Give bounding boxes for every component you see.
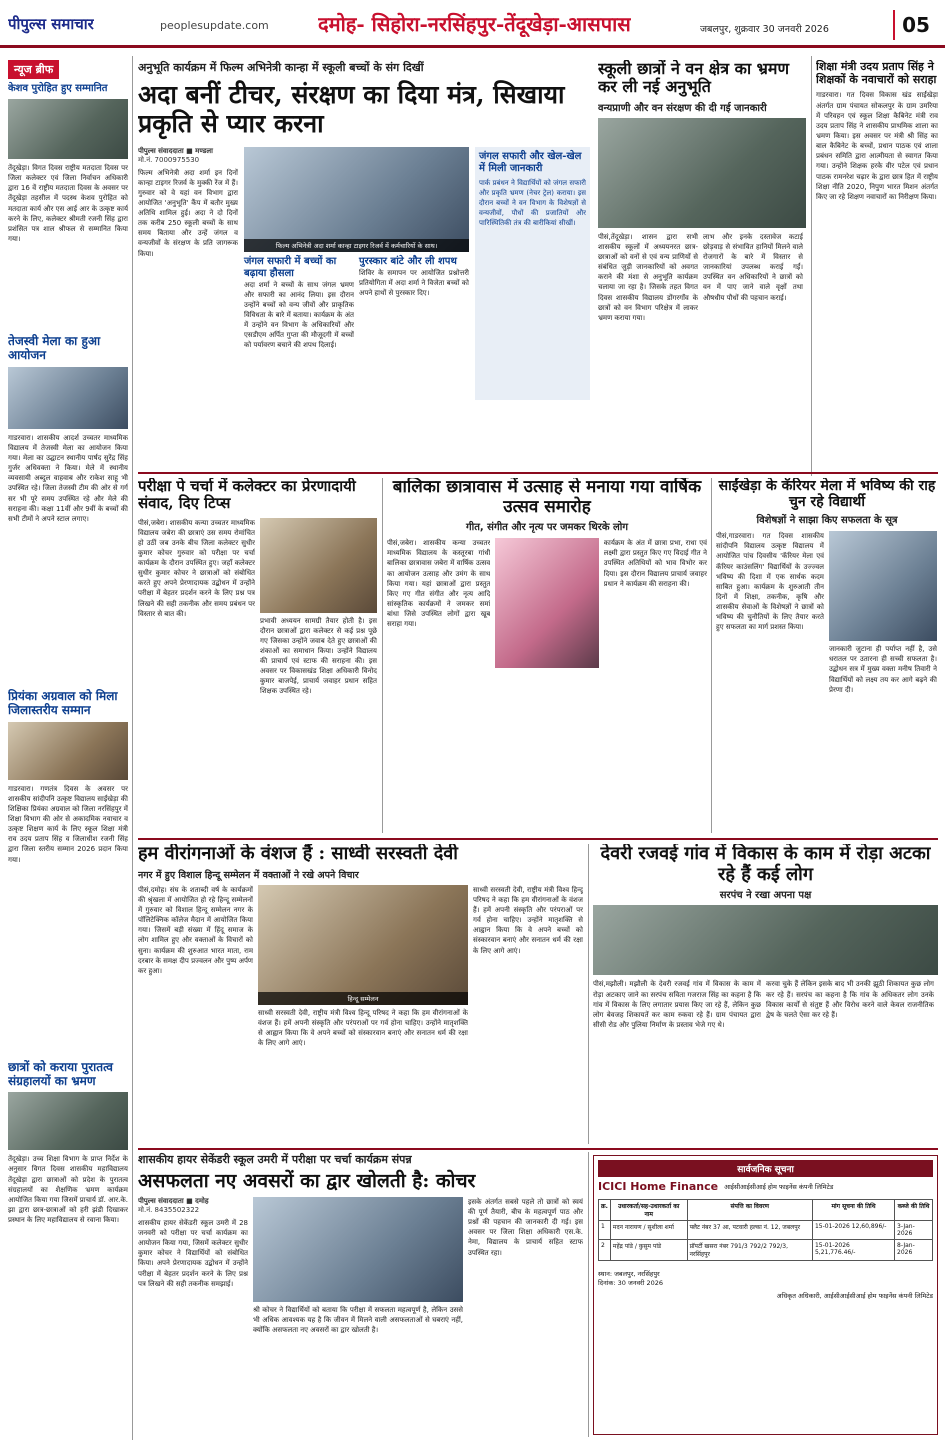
ad-col-header: संपत्ति का विवरण [687, 1200, 812, 1221]
forest-story [598, 60, 806, 470]
umri-photo [253, 1197, 463, 1302]
hostel-photo [495, 538, 598, 668]
ad-cell: 15-01-2026 5,21,776.46/- [812, 1240, 894, 1261]
brief-text-2: गाडरवारा। शासकीय आदर्श उच्चतर माध्यमिक विद्यालय में तेजस्वी मेला का आयोजन किया गया। मेला का उद्घाटन स्थानीय पार्षद सुरेंद्र सिंह गुर्जर अधिवक्ता ने किया। मेले में स्थानीय व्यवसायी अब्दुल वाहवाब और राकेश साहू भी उपस्थित रहे। जिला तेजस्वी टीम की ओर से गर्ग सर भी पूरे समय उपस्थित रहे और मेले की सराहना की। कक्षा 11वीं और 9वीं के बच्चों की सभी टीमों ने अपने स्टाल लगाए। [8, 433, 128, 523]
lead-sidebox-title: जंगल सफारी और खेल-खेल में मिली जानकारी [479, 150, 582, 174]
umri-story [138, 1152, 583, 1437]
hostel-headline: बालिका छात्रावास में उत्साह से मनाया गया वार्षिक उत्सव समारोह [392, 478, 702, 517]
career-story [716, 478, 938, 833]
sammelan-photo [258, 885, 468, 1005]
lead-text-3: शिविर के समापन पर आयोजित प्रश्नोत्तरी प्रतियोगिता में अदा शर्मा ने विजेता बच्चों को अपने हाथों से पुरस्कार दिए। [359, 268, 469, 297]
devri-text-1: पीसं,मझौली। मझौली के देवरी रजवई गांव में विकास के काम में रोड़ा अटकाए जाने का सरपंच सविता गजराज सिंह का कहना है कि गांव में विकास के लिए लगातार प्रयास किए जा रहे हैं, लेकिन कुछ लोग बेवजह शिकायतें कर काम रुकवा रहे हैं। ग्राम पंचायत द्वारा सीसी रोड और पुलिया निर्माण के प्रस्ताव भेजे गए थे। [593, 980, 761, 1029]
career-text-2: जानकारी जुटाना ही पर्याप्त नहीं है, उसे धरातल पर उतारना ही सच्ची सफलता है। उद्बोधन सत्र में मुख्य वक्ता मनीष तिवारी ने विद्यार्थियों को लक्ष्य तय कर आगे बढ़ने की प्रेरणा दी। [829, 645, 937, 694]
lead-phone: मो.नं. 7000975530 [138, 155, 200, 164]
ad-title: सार्वजनिक सूचना [598, 1160, 933, 1177]
brief-text-1: तेंदूखेड़ा। विगत दिवस राष्ट्रीय मतदाता दिवस पर जिला कलेक्टर एवं जिला निर्वाचन अधिकारी द्वारा 16 वें राष्ट्रीय मतदाता दिवस के अवसर पर तेंदूखेड़ा तहसील में पदस्थ केशव पुरोहित को मतदाता कार्य और एस आई आर के उत्कृष्ट कार्य करने के लिए, कलेक्टर श्रीमती रजनी सिंह द्वारा प्रशंसित पत्र शाल श्रीफल से सम्मानित किया गया। [8, 164, 128, 243]
ad-col-header: उधारकर्ता/सह-उधारकर्ता का नाम [610, 1200, 687, 1221]
lead-kicker: अनुभूति कार्यक्रम में फिल्म अभिनेत्री कान्हा में स्कूली बच्चों के संग दिखीं [138, 61, 424, 74]
newspaper-logo: पीपुल्स समाचार [8, 15, 94, 33]
ad-signatory: अधिकृत अधिकारी, आईसीआईसीआई होम फाइनेंस कंपनी लिमिटेड [776, 1292, 933, 1300]
hostel-story [387, 478, 707, 833]
ad-company: आईसीआईसीआई होम फाइनेंस कंपनी लिमिटेड [724, 1183, 834, 1191]
brief-photo-1 [8, 99, 128, 159]
brief-headline-4: छात्रों को कराया पुरातत्व संग्रहालयों का भ्रमण [8, 1059, 113, 1088]
sammelan-photo-caption: हिन्दू सम्मेलन [258, 992, 468, 1005]
sammelan-headline: हम वीरांगनाओं के वंशज हैं : साध्वी सरस्वती देवी [138, 844, 458, 864]
brief-text-3: गाडरवारा। गणतंत्र दिवस के अवसर पर शासकीय सांदीपनि उत्कृष्ट विद्यालय साईंखेड़ा की शिक्षिका प्रियंका अग्रवाल को जिला नरसिंहपुर में शिक्षा विभाग की ओर से अकादमिक नवाचार व उत्कृष्ट शिक्षण कार्य के लिए स्कूल शिक्षा मंत्री राव उदय प्रताप सिंह व जिलाधीश रजनी सिंह द्वारा जिला स्तरीय सम्मान 2026 प्रदान किया गया। [8, 784, 128, 864]
ad-brand: ICICI Home Finance [598, 1180, 719, 1193]
minister-story [816, 60, 938, 470]
page-number: 05 [893, 10, 937, 40]
ad-place: स्थान: जबलपुर, नरसिंहपुर [598, 1270, 660, 1278]
news-brief-badge: न्यूज ब्रीफ [8, 60, 59, 79]
brief-headline-2: तेजस्वी मेला का हुआ आयोजन [8, 334, 101, 363]
ad-col-header: क्र. [599, 1200, 611, 1221]
news-brief-column [8, 58, 128, 1438]
career-text-1: पीसं,गाडरवारा। गत दिवस शासकीय सांदीपनि विद्यालय उत्कृष्ट विद्यालय में आयोजित पांच दिवसीय 'कॅरियर मेला एवं कॅरियर काउंसलिंग' विद्यार्थियों के उज्ज्वल भविष्य की दिशा में एक सार्थक कदम साबित हुआ। कार्यक्रम के शुरुआती तीन दिनों में शिक्षा, तकनीक, कृषि और शासकीय सेवाओं के विशेषज्ञों ने छात्रों को भविष्य की चुनौतियों के लिए तैयार करते हुए सफलता का मार्ग प्रशस्त किया। [716, 532, 824, 632]
ad-col-header: कब्जे की तिथि [895, 1200, 933, 1221]
sammelan-story [138, 844, 583, 1144]
lead-sidebox-text: पार्क प्रबंधन ने विद्यार्थियों को जंगल सफारी और प्रकृति भ्रमण (नेचर ट्रेल) कराया। इस दौरान बच्चों ने वन विभाग के विशेषज्ञों से वन्यजीवों, पौधों की प्रजातियों और पारिस्थितिकी तंत्र की बारीकियां सीखीं। [479, 178, 586, 228]
lead-byline: पीपुल्स संवाददाता ■ मण्डला [138, 146, 213, 155]
section-rule [138, 838, 938, 840]
ad-date: दिनांक: 30 जनवरी 2026 [598, 1279, 664, 1287]
umri-headline: असफलता नए अवसरों का द्वार खोलती है: कोचर [138, 1170, 476, 1192]
column-divider [811, 56, 812, 476]
sammelan-text-2: साध्वी सरस्वती देवी, राष्ट्रीय मंत्री विश्व हिन्दू परिषद ने कहा कि हम वीरांगनाओं के वंशज हैं। हमें अपनी संस्कृति और परंपराओं पर गर्व होना चाहिए। उन्होंने मातृशक्ति से आह्वान किया कि वे अपने बच्चों को संस्कारवान बनाएं और सनातन धर्म की रक्षा के लिए आगे आएं। [258, 1008, 468, 1048]
forest-subhead: वन्यप्राणी और वन संरक्षण की दी गई जानकारी [598, 102, 767, 114]
ad-cell: 2 [599, 1240, 611, 1261]
public-notice-ad [593, 1155, 938, 1435]
column-divider [588, 844, 589, 1144]
sammelan-text-3: साध्वी सरस्वती देवी, राष्ट्रीय मंत्री विश्व हिन्दू परिषद ने कहा कि हम वीरांगनाओं के वंशज हैं। हमें अपनी संस्कृति और परंपराओं पर गर्व होना चाहिए। उन्होंने मातृशक्ति से आह्वान किया कि वे अपने बच्चों को संस्कारवान बनाएं और सनातन धर्म की रक्षा के लिए आगे आएं। [473, 885, 583, 955]
ad-cell: 1 [599, 1221, 611, 1240]
lead-photo-caption: फिल्म अभिनेत्री अदा शर्मा कान्हा टाइगर रिजर्व में कर्मचारियों के साथ। [244, 239, 469, 252]
ad-cell: फ्लैट नंबर 37 आ, पटवारी हल्का नं. 12, जबलपुर [687, 1221, 812, 1240]
collector-text-1: पीसं,जबेरा। शासकीय कन्या उच्चतर माध्यमिक विद्यालय जबेरा की छात्राएं उस समय रोमांचित हो उठीं जब उनके बीच जिला कलेक्टर सुधीर कुमार कोचर गुरुवार को परीक्षा पर चर्चा कार्यक्रम के दौरान उपस्थित हुए। जहाँ कलेक्टर सुधीर कुमार कोचर ने छात्राओं को संबोधित करते हुए अपने प्रेरणादायक उद्बोधन में उन्होंने परीक्षा में बेहतर प्रदर्शन करने के लिए प्रश्न पत्र लिखने की सही तकनीक और समय प्रबंधन पर विस्तार से बात की। [138, 518, 255, 618]
column-divider [382, 478, 383, 833]
region-title: दमोह- सिहोरा-नरसिंहपुर-तेंदूखेड़ा-आसपास [318, 12, 631, 36]
ad-col-header: मांग सूचना की तिथि [812, 1200, 894, 1221]
lead-photo [244, 147, 469, 252]
ad-cell: 15-01-2026 12,60,896/- [812, 1221, 894, 1240]
lead-text-2: अदा शर्मा ने बच्चों के साथ जंगल भ्रमण और सफारी का आनंद लिया। इस दौरान उन्होंने बच्चों को वन्य जीवों और प्राकृतिक विविधता के बारे में बताया। कार्यक्रम के अंत में उन्होंने वन विभाग के अधिकारियों और एसडीएम अर्पित गुप्ता की मौजूदगी में बच्चों को पर्यावरण बचाने की शपथ दिलाई। [244, 280, 354, 350]
umri-text-1: शासकीय हायर सेकेंडरी स्कूल उमरी में 28 जनवरी को परीक्षा पर चर्चा कार्यक्रम का आयोजन किया गया, जिसमें कलेक्टर सुधीर कुमार कोचर ने विद्यार्थियों को संबोधित किया। अपने प्रेरणादायक उद्बोधन में उन्होंने परीक्षा में बेहतर प्रदर्शन करने के लिए प्रश्न पत्र लिखने की सही तकनीक समझाई। [138, 1218, 248, 1288]
section-rule [138, 1148, 938, 1150]
forest-headline: स्कूली छात्रों ने वन क्षेत्र का भ्रमण कर ली नई अनुभूति [598, 60, 790, 97]
brief-headline-1: केशव पुरोहित हुए सम्मानित [8, 83, 108, 94]
masthead [0, 0, 945, 48]
table-row [599, 1221, 933, 1240]
umri-phone: मो.नं. 8435502322 [138, 1205, 200, 1214]
lead-subhead-1: जंगल सफारी में बच्चों का बढ़ाया हौसला [244, 255, 337, 279]
collector-text-2: प्रभावी अध्ययन सामग्री तैयार होती है। इस दौरान छात्राओं द्वारा कलेक्टर से कई प्रश्न पूछे गए जिसका उन्होंने जवाब देते हुए छात्राओं की शंकाओं का समाधान किया। उन्होंने विद्यालय की प्राचार्य एवं स्टाफ की सराहना की। इस अवसर पर विकासखंड शिक्षा अधिकारी विनोद कुमार बाजपेई, प्राचार्य जवाहर प्रधान सहित शिक्षक उपस्थित रहे। [260, 616, 377, 696]
sammelan-text-1: पीसं,दमोह। संघ के शताब्दी वर्ष के कार्यक्रमों की श्रृंखला में आयोजित हो रहे हिन्दू सम्मेलनों में गुरुवार को विशाल हिन्दू सम्मेलन नगर के पॉलिटेक्निक कॉलेज मैदान में आयोजित किया गया। जिसमें बड़ी संख्या में हिंदू समाज के लोग शामिल हुए और वक्ताओं के विचारों को सुना। कार्यक्रम की शुरुआत भारत माता, राम दरबार के समक्ष दीप प्रज्वलन और पुष्प अर्पण कर हुआ। [138, 885, 253, 975]
umri-byline: पीपुल्स संवाददाता ■ दमोह [138, 1196, 209, 1205]
brief-photo-2 [8, 367, 128, 429]
ad-cell: महेंद्र पांडे / कुसुम पांडे [610, 1240, 687, 1261]
lead-headline: अदा बनीं टीचर, संरक्षण का दिया मंत्र, सिखाया प्रकृति से प्यार करना [138, 80, 565, 138]
devri-headline: देवरी रजवई गांव में विकास के काम में रोड़ा अटका रहे हैं कई लोग [600, 844, 931, 885]
section-rule [138, 472, 938, 474]
hostel-subhead: गीत, संगीत और नृत्य पर जमकर थिरके लोग [465, 522, 629, 534]
ad-cell: 8-Jan-2026 [895, 1240, 933, 1261]
ad-cell: 3-Jan-2026 [895, 1221, 933, 1240]
lead-text-1: फिल्म अभिनेत्री अदा शर्मा इन दिनों कान्हा टाइगर रिजर्व के मुक्की रेंज में हैं। गुरुवार को वे यहां वन विभाग द्वारा आयोजित 'अनुभूति' कैंप में बतौर मुख्य अतिथि शामिल हुई। अदा ने दो दिनों तक करीब 250 स्कूली बच्चों के साथ समय बिताया और उन्हें जंगल व वन्यजीवों के संरक्षण के प्रति जागरूक किया। [138, 168, 238, 258]
ad-cell: प्रॉपर्टी खसरा नंबर 791/3 792/2 792/3, नरसिंहपुर [687, 1240, 812, 1261]
issue-date: जबलपुर, शुक्रवार 30 जनवरी 2026 [700, 24, 829, 35]
lead-sidebox [475, 147, 590, 400]
lead-subhead-2: पुरस्कार बांटे और ली शपथ [359, 255, 457, 267]
column-divider [588, 1152, 589, 1437]
column-divider [711, 478, 712, 833]
collector-headline: परीक्षा पे चर्चा में कलेक्टर का प्रेरणादायी संवाद, दिए टिप्स [138, 478, 356, 513]
devri-subhead: सरपंच ने रखा अपना पक्ष [719, 890, 812, 902]
forest-text-2: लाभ और इनके दस्तावेज कटाई छोड़वाड़ से संभावित हानियों मिलने वाले रोजगारों के बारे में विस्तार से जानकारियां उपलब्ध कराई गईं। उपस्थित वन अधिकारियों ने छात्रों को वन में पाए जाने वाले वृक्षों तथा औषधीय पौधों की पहचान कराई। [703, 232, 803, 302]
umri-kicker: शासकीय हायर सेकेंडरी स्कूल उमरी में परीक्षा पर चर्चा कार्यक्रम संपन्न [138, 1153, 412, 1166]
hostel-text-1: पीसं,जबेरा। शासकीय कन्या उच्चतर माध्यमिक विद्यालय के कस्तूरबा गांधी बालिका छात्रावास जबेरा में वार्षिक उत्सव का आयोजन उत्साह और उमंग के साथ किया गया। यहां छात्राओं द्वारा प्रस्तुत किए गए गीत संगीत और नृत्य आदि सांस्कृतिक कार्यक्रमों ने जमकर समां बांधा जिसे उपस्थित लोगों द्वारा खूब सराहा गया। [387, 539, 491, 629]
lead-story [138, 60, 593, 470]
brief-text-4: तेंदूखेड़ा। उच्च शिक्षा विभाग के प्राप्त निर्देश के अनुसार विगत दिवस शासकीय महाविद्यालय तेंदूखेड़ा द्वारा छात्राओं को प्रदेश के पुरातत्व संग्रहालयों का शैक्षणिक भ्रमण कार्यक्रम आयोजित किया गया जिसमें प्राचार्य डॉ. आर.के. झा द्वारा छात्र-छात्राओं को हरी झंडी दिखाकर प्रस्थान के लिए महाविद्यालय से रवाना किया। [8, 1155, 128, 1225]
career-subhead: विशेषज्ञों ने साझा किए सफलता के सूत्र [756, 515, 898, 527]
ad-cell: मदन नारायण / सुशीला शर्मा [610, 1221, 687, 1240]
sammelan-subhead: नगर में हुए विशाल हिन्दू सम्मेलन में वक्ताओं ने रखे अपने विचार [138, 869, 359, 881]
website-url[interactable]: peoplesupdate.com [160, 19, 269, 32]
collector-story [138, 478, 378, 833]
career-headline: साईंखेड़ा के कॅरियर मेला में भविष्य की राह चुन रहे विद्यार्थी [718, 478, 936, 511]
umri-text-2: श्री कोचर ने विद्यार्थियों को बताया कि परीक्षा में सफलता महत्वपूर्ण है, लेकिन उससे भी अधिक आवश्यक यह है कि जीवन में मिलने वाली असफलताओं से घबराएं नहीं, क्योंकि असफलता नए अवसरों का द्वार खोलती है। [253, 1305, 463, 1335]
minister-text: गाडरवारा। गत दिवस विकास खंड साईंखेड़ा अंतर्गत ग्राम पंचायत सोकलपुर के ग्राम उमरिया में परिवहन एवं स्कूल शिक्षा कैबिनेट मंत्री राव उदय प्रताप सिंह ने शासकीय प्राथमिक शाला का भ्रमण किया। इस अवसर पर मंत्री श्री सिंह का बाल कैबिनेट के बच्चों, प्रधान पाठक एवं शाला प्रबंधन समिति द्वारा आत्मीयता से स्वागत किया गया। उन्होंने शिक्षक हरके वीर पटेल एवं प्रधान पाठक रामनरेश चढ़ार के द्वारा छात्र हित में राष्ट्रीय शिक्षा नीति 2020, निपुण भारत मिशन अंतर्गत किए जा रहे शिक्षण नवाचारों का निरीक्षण किया। [816, 91, 938, 201]
collector-photo [260, 518, 377, 613]
minister-headline: शिक्षा मंत्री उदय प्रताप सिंह ने शिक्षकों के नवाचारों को सराहा [816, 60, 937, 87]
column-divider [132, 56, 133, 1440]
brief-photo-3 [8, 722, 128, 780]
forest-photo [598, 118, 806, 228]
career-photo [829, 531, 937, 641]
table-row [599, 1240, 933, 1261]
brief-photo-4 [8, 1092, 128, 1150]
umri-text-3: इसके अंतर्गत सबसे पहले तो छात्रों को स्वयं की पूर्ण तैयारी, बीच के महत्वपूर्ण पाठ और प्रश्नों की पहचान की जानकारी दी गई। इस अवसर पर जिला शिक्षा अधिकारी एस.के. नेमा, विद्यालय के प्राचार्य सहित स्टाफ उपस्थित रहा। [468, 1197, 583, 1257]
hostel-text-2: कार्यक्रम के अंत में छात्रा प्रभा, राधा एवं लक्ष्मी द्वारा प्रस्तुत किए गए विदाई गीत ने उपस्थित अतिथियों को भाव विभोर कर दिया। इस दौरान विद्यालय प्राचार्य जवाहर प्रधान ने कार्यक्रम की सराहना की। [603, 539, 707, 588]
devri-text-2: करवा चुके हैं लेकिन इसके बाद भी उनकी झूठी शिकायत कुछ लोग कर रहे हैं। सरपंच का कहना है कि गांव के अधिकतर लोग उनके विकास कार्यों से संतुष्ट हैं और विरोध करने वाले केवल राजनीतिक द्वेष के चलते ऐसा कर रहे हैं। [766, 980, 934, 1019]
devri-story [593, 844, 938, 1144]
forest-text-1: पीसं,तेंदूखेड़ा। शासन द्वारा सभी शासकीय स्कूलों में अध्ययनरत छात्र-छात्राओं को वनों से एवं वन्य प्राणियों से संबंधित जुड़ी जानकारियों को अवगत कराने की मंशा से अनुभूति कार्यक्रम चलाया जा रहा है। जिसके तहत विगत दिवस शासकीय विद्यालय डोंगरगाँव के छात्रों को वन विभाग परिक्षेत्र में लाकर भ्रमण कराया गया। [598, 232, 698, 322]
ad-table [598, 1199, 933, 1261]
devri-photo [593, 905, 938, 975]
brief-headline-3: प्रियंका अग्रवाल को मिला जिलास्तरीय सम्मान [8, 688, 118, 718]
